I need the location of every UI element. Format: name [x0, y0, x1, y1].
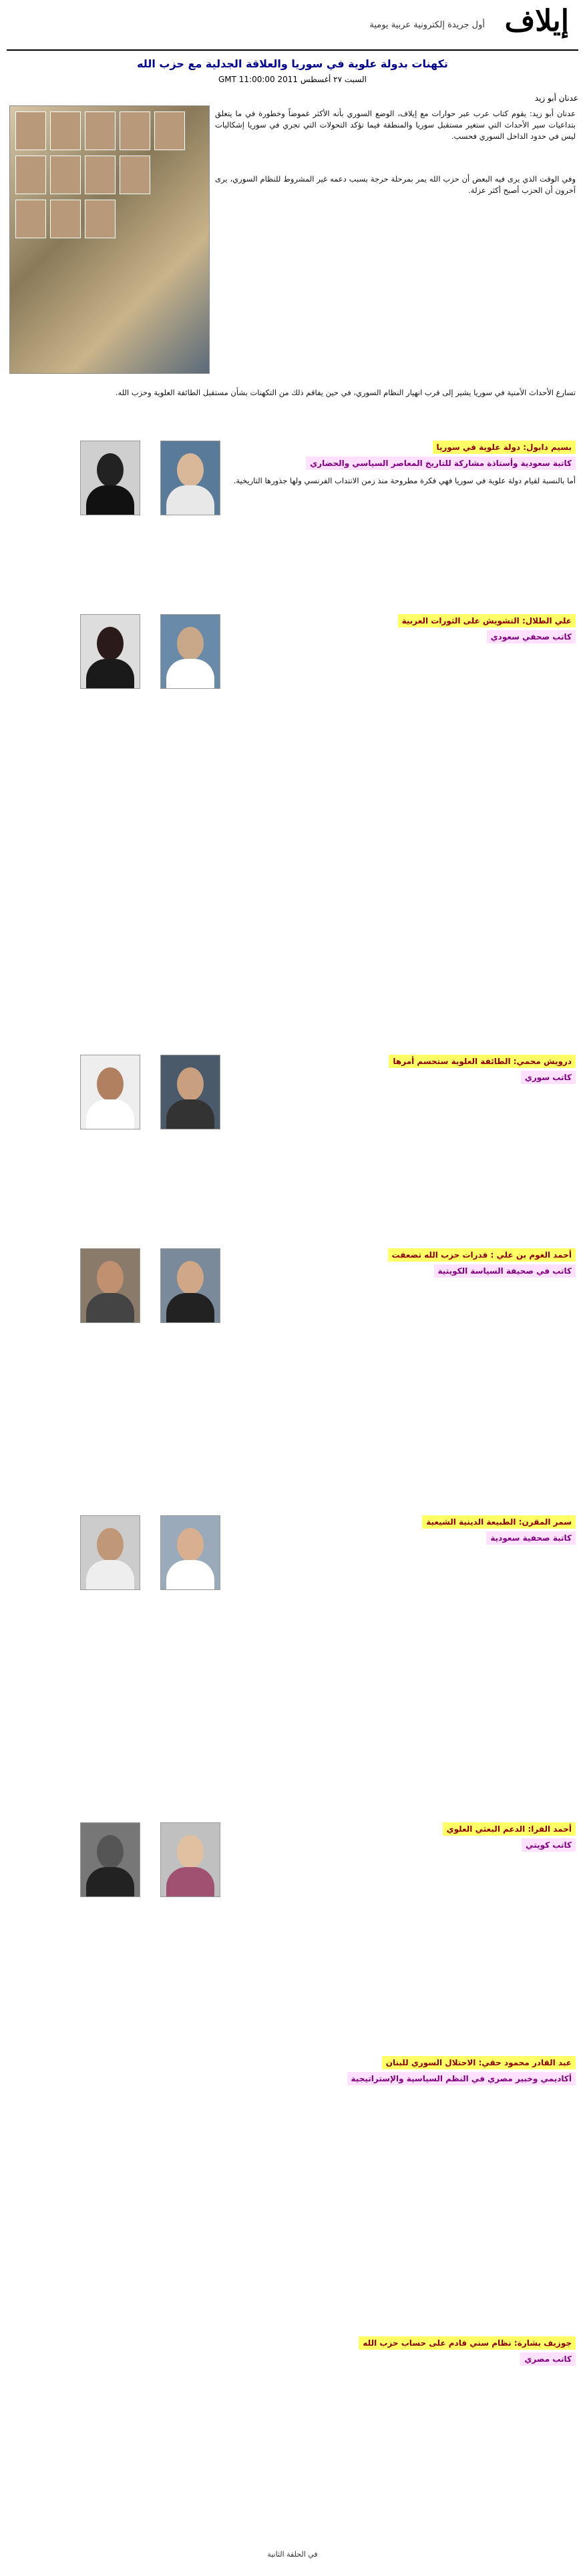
author-photo	[80, 1248, 140, 1323]
paragraph: تسارع الأحداث الأمنية في سوريا يشير إلى قرب انهيار النظام السوري، في حين يفاقم ذلك من التكهنات بشأن مستقبل الطائفة العلوية وحزب الله.	[115, 388, 576, 397]
author-photo	[80, 614, 140, 689]
author-photo	[160, 1515, 220, 1590]
author-photo	[160, 441, 220, 515]
site-logo[interactable]: إيلاف	[504, 4, 569, 38]
site-header	[0, 0, 585, 52]
article-headline: تكهنات بدولة علوية في سوريا والعلاقة الجدلية مع حزب الله	[137, 57, 448, 70]
section-subheading: كاتبة صحفية سعودية	[486, 1531, 576, 1545]
section-heading: سمر المقرن: الطبيعة الدينية الشيعية	[422, 1515, 576, 1529]
section-subheading: كاتب مصري	[520, 2352, 576, 2366]
section-heading: أحمد الفرا: الدعم البعثي العلوي	[443, 1822, 576, 1836]
author-photo	[160, 614, 220, 689]
section-subheading: كاتب سوري	[521, 1071, 576, 1084]
section-subheading: كاتبة سعودية وأستاذة مشاركة للتاريخ المعاصر السياسي والحضاري	[306, 457, 576, 470]
section-heading: أحمد الغوم بن علي : قدرات حزب الله تضعفت	[388, 1248, 576, 1262]
author-photo	[160, 1822, 220, 1897]
section-subheading: كاتب صحفي سعودي	[487, 630, 576, 643]
section-subheading: كاتب كويتي	[522, 1838, 576, 1852]
section-heading: جوزيف بشارة: نظام سني قادم على حساب حزب الله	[359, 2336, 576, 2350]
section-subheading: كاتب في صحيفة السياسة الكويتية	[434, 1264, 576, 1278]
author-photo	[80, 1515, 140, 1590]
author-photo	[80, 1822, 140, 1897]
section-heading: عبد القادر محمود حقي: الاحتلال السوري للبنان	[382, 2056, 576, 2069]
author-photo	[160, 1055, 220, 1129]
paragraph: وفي الوقت الذي يرى فيه البعض أن حزب الله يمر بمرحلة حرجة بسبب دعمه غير المشروط للنظام السوري، يرى آخرون أن الحزب أصبح أكثر عزلة.	[215, 174, 576, 195]
author-photo	[80, 441, 140, 515]
section-heading: درويش محمي: الطائفة العلوية ستحسم أمرها	[389, 1055, 576, 1068]
author-photo	[80, 1055, 140, 1129]
author-photo	[160, 1248, 220, 1323]
section-subheading: أكاديمي وخبير مصري في النظم السياسية والإستراتيجية	[347, 2072, 576, 2085]
article-dateline: السبت ٢٧ أغسطس 2011 GMT 11:00:00	[218, 75, 367, 84]
site-tagline: أول جريدة إلكترونية عربية يومية	[369, 20, 485, 30]
section-heading: بسيم دابول: دولة علوية في سوريا	[433, 441, 576, 454]
intro-paragraph: عدنان أبو زيد: يقوم كتاب عرب عبر حوارات مع إيلاف، الوضع السوري بأنه الأكثر غموضاً وخطورة في ما يتعلق بتداعيات سير الأحداث التي ستغير مستقبل سوريا والمنطقة فيما تؤكد التحولات التي تجري في سوريا إشكاليات ليس في حدود الداخل السوري فحسب.	[215, 109, 576, 141]
paragraph: أما بالنسبة لقيام دولة علوية في سوريا فهي فكرة مطروحة منذ زمن الانتداب الفرنسي ولها جذورها التاريخية.	[233, 476, 576, 485]
lead-photo-collage	[9, 105, 210, 374]
continuation-note: في الحلقة الثانية	[267, 2550, 318, 2559]
section-heading: علي الطلال: التشويش على الثورات العربية	[398, 614, 576, 627]
header-divider	[7, 49, 578, 51]
article-author: عدنان أبو زيد	[534, 93, 578, 103]
